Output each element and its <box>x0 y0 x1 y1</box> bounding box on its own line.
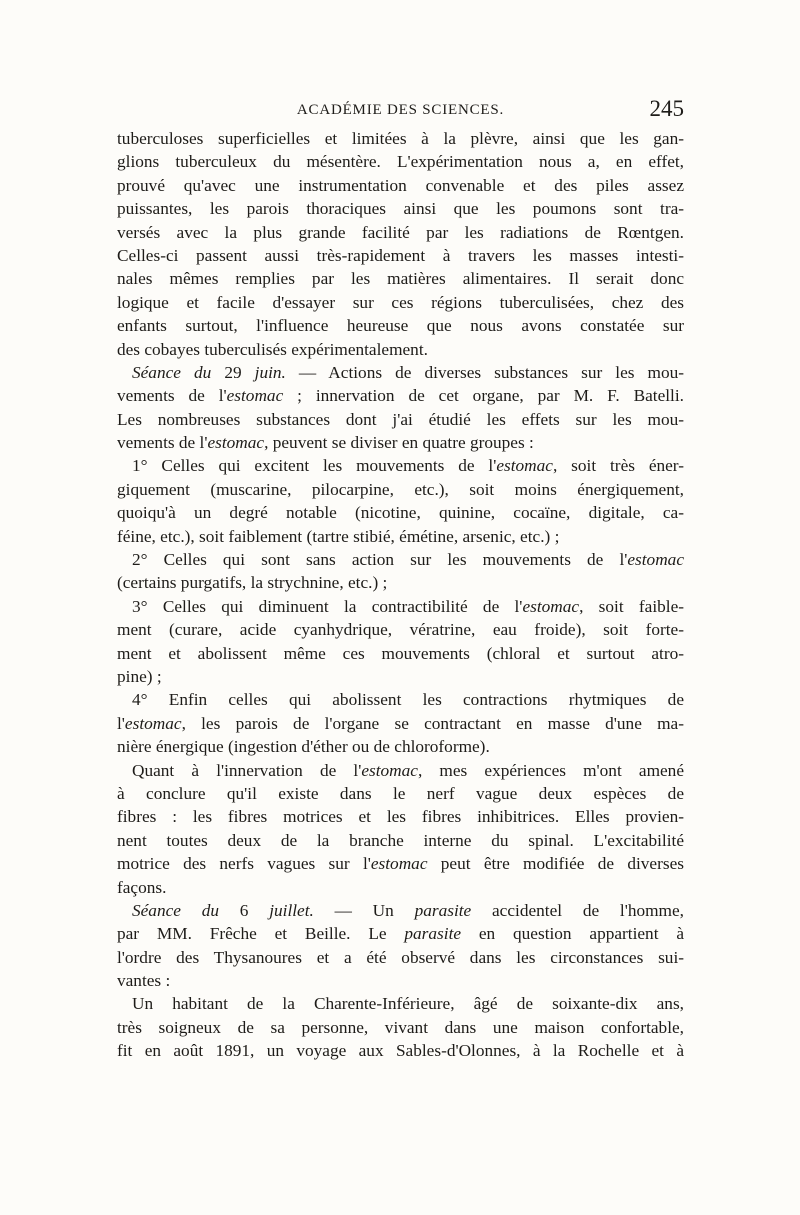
text-span: vements de l' <box>117 386 227 406</box>
text-line <box>117 899 684 922</box>
text-span: — Un <box>313 900 415 920</box>
text-line <box>117 759 684 782</box>
text-span: 1° Celles qui excitent les mouvements de l' <box>132 456 497 476</box>
text-line <box>117 852 684 875</box>
page-header <box>117 96 684 126</box>
text-span: tuberculoses superficielles et limitées à la plèvre, ainsi que les gan- <box>117 129 684 148</box>
text-line <box>117 408 684 431</box>
text-span: fit en août 1891, un voyage aux Sables-d'Olonnes, à la Rochelle et à <box>117 1041 684 1061</box>
italic-text: estomac <box>496 456 553 476</box>
text-span: féine, etc.), soit faiblement (tartre stibié, émétine, arsenic, etc.) ; <box>117 526 560 546</box>
text-span: l'ordre des Thysanoures et a été observé dans les circonstances sui- <box>117 947 684 967</box>
text-span: 29 <box>211 362 255 382</box>
text-span: nent toutes deux de la branche interne du spinal. L'excitabilité <box>117 830 684 850</box>
italic-text: estomac <box>370 854 428 874</box>
text-span: très soigneux de sa personne, vivant dans une maison confortable, <box>117 1017 684 1037</box>
text-span: en question appartient à <box>461 924 684 944</box>
text-span: puissantes, les parois thoraciques ainsi que les poumons sont tra- <box>117 199 684 219</box>
text-span: 6 <box>219 900 270 920</box>
italic-text: estomac <box>627 550 684 570</box>
text-span: Les nombreuses substances dont j'ai étudié les effets sur les mou- <box>117 409 684 429</box>
text-line <box>117 150 684 173</box>
text-span: vantes : <box>117 971 171 991</box>
text-line <box>117 992 684 1015</box>
text-line <box>117 384 684 407</box>
text-line <box>117 829 684 852</box>
text-span: , mes expériences m'ont amené <box>417 760 684 780</box>
text-span: des cobayes tuberculisés expérimentalement. <box>117 339 428 359</box>
text-span: ; innervation de cet organe, par M. F. Batelli. <box>283 386 684 406</box>
text-line <box>117 174 684 197</box>
text-span: Un habitant de la Charente-Inférieure, âgé de soixante-dix ans, <box>132 994 684 1014</box>
italic-text: parasite <box>404 924 462 944</box>
italic-text: estomac <box>226 386 284 406</box>
text-line <box>117 431 684 454</box>
italic-text: estomac <box>124 713 182 733</box>
text-span: logique et facile d'essayer sur ces régions tuberculisées, chez des <box>117 292 684 312</box>
text-line <box>117 946 684 969</box>
text-line <box>117 501 684 524</box>
text-line <box>117 618 684 641</box>
text-span: 2° Celles qui sont sans action sur les mouvements de l' <box>132 550 628 570</box>
text-span: versés avec la plus grande facilité par les radiations de Rœntgen. <box>117 222 684 242</box>
text-line <box>117 525 684 548</box>
text-span: nière énergique (ingestion d'éther ou de chloroforme). <box>117 737 490 757</box>
text-line <box>117 478 684 501</box>
text-span: par MM. Frêche et Beille. Le <box>117 924 405 944</box>
italic-text: juin. <box>254 362 286 382</box>
text-span: pine) ; <box>117 666 162 686</box>
italic-text: parasite <box>414 900 472 920</box>
text-span: glions tuberculeux du mésentère. L'expérimentation nous a, en effet, <box>117 152 684 172</box>
text-span: peut être modifiée de diverses <box>427 854 684 874</box>
italic-text: Séance du <box>132 900 219 920</box>
italic-text: estomac <box>207 433 265 453</box>
text-line <box>117 221 684 244</box>
text-span: à conclure qu'il existe dans le nerf vague deux espèces de <box>117 783 684 803</box>
text-line <box>117 782 684 805</box>
text-span: 4° Enfin celles qui abolissent les contractions rhytmiques de <box>132 690 684 710</box>
text-line <box>117 805 684 828</box>
text-line <box>117 969 684 992</box>
text-span: Quant à l'innervation de l' <box>132 760 362 780</box>
text-line <box>117 244 684 267</box>
text-span: vements de l' <box>117 433 208 453</box>
text-line <box>117 595 684 618</box>
text-line <box>117 127 684 150</box>
text-line <box>117 571 684 594</box>
text-line <box>117 361 684 384</box>
text-line <box>117 712 684 735</box>
text-line <box>117 876 684 899</box>
text-line <box>117 338 684 361</box>
body-text <box>117 127 684 1063</box>
italic-text: juillet. <box>269 900 314 920</box>
text-line <box>117 642 684 665</box>
text-line <box>117 1039 684 1062</box>
text-span: — Actions de diverses substances sur les mou- <box>285 362 684 382</box>
italic-text: estomac <box>522 596 580 616</box>
text-span: , soit très éner- <box>552 456 684 476</box>
text-line <box>117 197 684 220</box>
text-span: , peuvent se diviser en quatre groupes : <box>264 433 534 453</box>
text-span: Celles-ci passent aussi très-rapidement à travers les masses intesti- <box>117 245 684 265</box>
text-line <box>117 548 684 571</box>
text-line <box>117 665 684 688</box>
text-line <box>117 267 684 290</box>
text-line <box>117 922 684 945</box>
italic-text: estomac <box>361 760 418 780</box>
text-span: giquement (muscarine, pilocarpine, etc.), soit moins énergiquement, <box>117 479 684 499</box>
text-span: , soit faible- <box>579 596 684 616</box>
text-line <box>117 688 684 711</box>
text-span: enfants surtout, l'influence heureuse que nous avons constatée sur <box>117 316 684 336</box>
text-span: prouvé qu'avec une instrumentation convenable et des piles assez <box>117 175 684 195</box>
text-span: (certains purgatifs, la strychnine, etc.) ; <box>117 573 388 593</box>
text-span: accidentel de l'homme, <box>471 900 684 920</box>
text-span: motrice des nerfs vagues sur l' <box>117 854 371 874</box>
text-line <box>117 1016 684 1039</box>
text-span: quoiqu'à un degré notable (nicotine, quinine, cocaïne, digitale, ca- <box>117 503 684 523</box>
text-span: 3° Celles qui diminuent la contractibilité de l' <box>132 596 523 616</box>
text-span: ment (curare, acide cyanhydrique, vératrine, eau froide), soit forte- <box>117 620 684 640</box>
page-number: 245 <box>649 96 684 121</box>
text-line <box>117 291 684 314</box>
text-line <box>117 454 684 477</box>
text-span: l' <box>117 713 125 733</box>
text-span: fibres : les fibres motrices et les fibres inhibitrices. Elles provien- <box>117 807 684 827</box>
text-span: ment et abolissent même ces mouvements (chloral et surtout atro- <box>117 643 684 663</box>
text-span: façons. <box>117 877 167 897</box>
italic-text: Séance du <box>132 362 212 382</box>
text-span: , les parois de l'organe se contractant en masse d'une ma- <box>181 713 684 733</box>
running-head: ACADÉMIE DES SCIENCES. <box>296 102 505 118</box>
text-span: nales mêmes remplies par les matières alimentaires. Il serait donc <box>117 269 684 289</box>
text-line <box>117 735 684 758</box>
text-line <box>117 314 684 337</box>
